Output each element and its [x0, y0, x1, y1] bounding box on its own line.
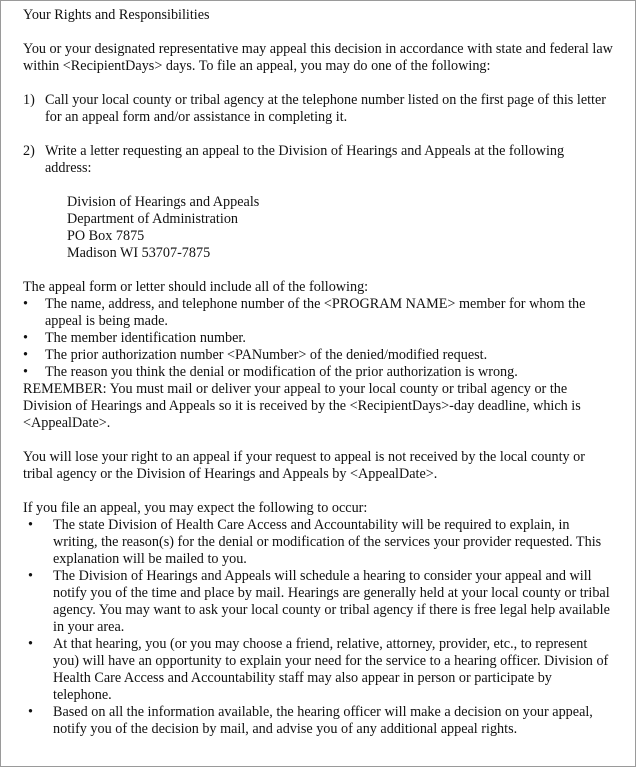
- list-item: • The prior authorization number <PANumber> of the denied/modified request.: [23, 347, 488, 363]
- intro-paragraph: You or your designated representative may appeal this decision in accordance with state and federal law within <RecipientDays> days. To file an appeal, you may do one of the following:: [23, 41, 613, 74]
- bullet-icon: •: [23, 330, 28, 346]
- bullet-icon: •: [28, 517, 33, 533]
- address-line: Madison WI 53707-7875: [67, 245, 211, 261]
- list-item: • Based on all the information available, the hearing officer will make a decision on your appeal, notify you of the decision by mail, and advise you of any additional appeal rights.: [23, 704, 613, 738]
- option-text: Write a letter requesting an appeal to the Division of Hearings and Appeals at the following address:: [45, 143, 565, 176]
- mailing-address: [67, 194, 613, 262]
- document-body: [23, 7, 613, 738]
- bullet-icon: •: [23, 347, 28, 363]
- list-item: • The name, address, and telephone number of the <PROGRAM NAME> member for whom the appeal is being made.: [23, 296, 586, 329]
- list-item: • The state Division of Health Care Access and Accountability will be required to explain, in writing, the reason(s) for the denial or modification of the services your provider requested. This explanation will be mailed to you.: [23, 517, 613, 568]
- bullet-icon: •: [23, 296, 28, 312]
- option-text: Call your local county or tribal agency at the telephone number listed on the first page of this letter for an appeal form and/or assistance in completing it.: [45, 92, 607, 125]
- lose-right-paragraph: You will lose your right to an appeal if your request to appeal is not received by the local county or tribal agency or the Division of Hearings and Appeals by <AppealDate>.: [23, 449, 585, 482]
- address-line: PO Box 7875: [67, 228, 145, 244]
- list-item: • The reason you think the denial or modification of the prior authorization is wrong.: [23, 364, 518, 380]
- option-1: [23, 92, 613, 126]
- list-item: • The Division of Hearings and Appeals will schedule a hearing to consider your appeal and will notify you of the time and place by mail. Hearings are generally held at your local county or tribal agency. You may want to ask your local county or tribal agency if there is free legal help available in your area.: [23, 568, 613, 636]
- bullet-icon: •: [23, 364, 28, 380]
- option-number: 2): [23, 143, 35, 159]
- bullet-icon: •: [28, 636, 33, 652]
- expect-list: [23, 517, 613, 738]
- remember-paragraph: REMEMBER: You must mail or deliver your appeal to your local county or tribal agency or the Division of Hearings and Appeals so it is received by the <RecipientDays>-day deadline, which is <AppealDate>.: [23, 381, 581, 431]
- option-number: 1): [23, 92, 35, 108]
- list-item: • At that hearing, you (or you may choose a friend, relative, attorney, provider, etc., to represent you) will have an opportunity to explain your need for the service to a hearing officer. Division of Health Care Access and Accountability staff may also appear in person or participate by telephone.: [23, 636, 613, 704]
- address-line: Department of Administration: [67, 211, 239, 227]
- include-list: [23, 296, 613, 381]
- option-2: [23, 143, 613, 177]
- include-heading: The appeal form or letter should include all of the following:: [23, 279, 369, 295]
- page-title: Your Rights and Responsibilities: [23, 7, 210, 23]
- expect-heading: If you file an appeal, you may expect the following to occur:: [23, 500, 368, 516]
- address-line: Division of Hearings and Appeals: [67, 194, 260, 210]
- bullet-icon: •: [28, 704, 33, 720]
- list-item: • The member identification number.: [23, 330, 246, 346]
- bullet-icon: •: [28, 568, 33, 584]
